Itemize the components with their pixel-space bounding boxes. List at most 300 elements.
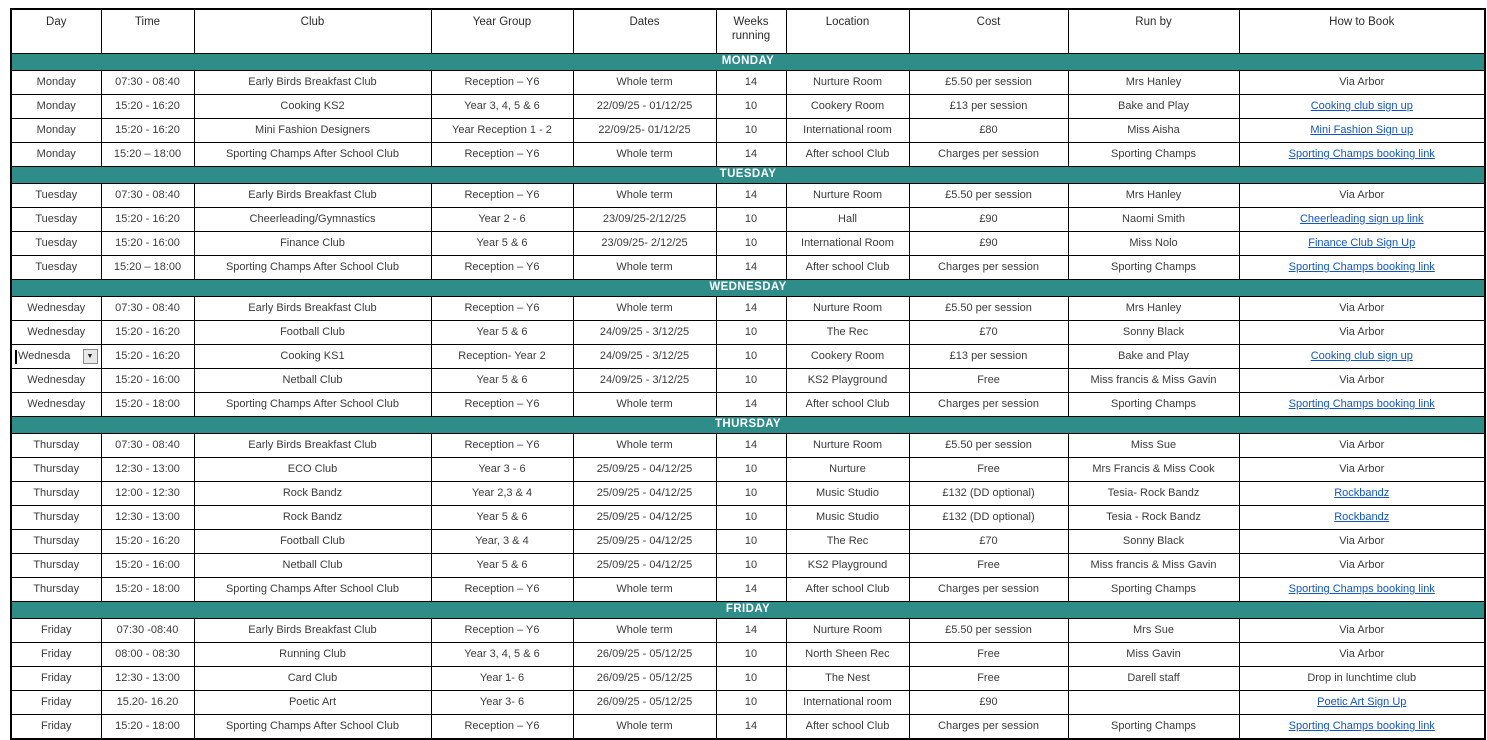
cell: 15:20 - 18:00: [101, 393, 194, 417]
column-header: Cost: [909, 9, 1068, 54]
booking-cell: [1239, 578, 1485, 602]
cell: ECO Club: [194, 458, 431, 482]
table-row: [11, 208, 1485, 232]
cell: 25/09/25 - 04/12/25: [573, 530, 716, 554]
cell: Whole term: [573, 143, 716, 167]
cell: Via Arbor: [1239, 554, 1485, 578]
booking-link[interactable]: Poetic Art Sign Up: [1317, 695, 1407, 708]
column-header: Time: [101, 9, 194, 54]
day-cell-editing[interactable]: [11, 345, 101, 369]
cell: Sporting Champs: [1068, 256, 1239, 280]
cell: Friday: [11, 643, 101, 667]
cell: Early Birds Breakfast Club: [194, 297, 431, 321]
cell: Reception – Y6: [431, 715, 573, 740]
cell: Year 3 - 6: [431, 458, 573, 482]
table-row: [11, 506, 1485, 530]
booking-cell: [1239, 715, 1485, 740]
cell: Year 5 & 6: [431, 321, 573, 345]
cell: 25/09/25 - 04/12/25: [573, 554, 716, 578]
cell: 10: [716, 482, 786, 506]
table-row: [11, 119, 1485, 143]
cell: 12:30 - 13:00: [101, 458, 194, 482]
cell: Sporting Champs: [1068, 393, 1239, 417]
cell: Reception – Y6: [431, 578, 573, 602]
cell: Charges per session: [909, 578, 1068, 602]
booking-link[interactable]: Sporting Champs booking link: [1288, 147, 1435, 160]
booking-cell: [1239, 208, 1485, 232]
spreadsheet-page: [0, 8, 1487, 732]
column-header: Run by: [1068, 9, 1239, 54]
cell: 10: [716, 321, 786, 345]
cell: Year 2,3 & 4: [431, 482, 573, 506]
cell: Mrs Hanley: [1068, 71, 1239, 95]
cell: 14: [716, 393, 786, 417]
table-row: [11, 643, 1485, 667]
booking-link[interactable]: Rockbandz: [1334, 510, 1390, 523]
cell: Sporting Champs After School Club: [194, 393, 431, 417]
cell: Tesia- Rock Bandz: [1068, 482, 1239, 506]
cell: Whole term: [573, 715, 716, 740]
cell: Year 3, 4, 5 & 6: [431, 643, 573, 667]
cell: Thursday: [11, 530, 101, 554]
cell: Sporting Champs After School Club: [194, 715, 431, 740]
cell: Darell staff: [1068, 667, 1239, 691]
cell: Tuesday: [11, 184, 101, 208]
header-row: [11, 9, 1485, 54]
cell: Netball Club: [194, 554, 431, 578]
cell: Wednesday: [11, 369, 101, 393]
cell: Miss Sue: [1068, 434, 1239, 458]
cell: Year 5 & 6: [431, 506, 573, 530]
table-row: [11, 95, 1485, 119]
cell: Whole term: [573, 256, 716, 280]
cell: Football Club: [194, 530, 431, 554]
table-header: [11, 9, 1485, 54]
table-row: [11, 667, 1485, 691]
cell: 14: [716, 434, 786, 458]
cell: Miss francis & Miss Gavin: [1068, 369, 1239, 393]
cell: Miss Gavin: [1068, 643, 1239, 667]
cell: Reception – Y6: [431, 71, 573, 95]
cell: Monday: [11, 71, 101, 95]
cell: Friday: [11, 715, 101, 740]
cell: Wednesday: [11, 393, 101, 417]
cell: 15:20 – 18:00: [101, 143, 194, 167]
cell: 07:30 - 08:40: [101, 71, 194, 95]
cell: 12:00 - 12:30: [101, 482, 194, 506]
cell: 10: [716, 208, 786, 232]
booking-cell: [1239, 691, 1485, 715]
cell: Reception – Y6: [431, 297, 573, 321]
cell: Drop in lunchtime club: [1239, 667, 1485, 691]
clubs-timetable: [10, 8, 1486, 740]
cell: Early Birds Breakfast Club: [194, 434, 431, 458]
cell: Whole term: [573, 619, 716, 643]
cell: Miss francis & Miss Gavin: [1068, 554, 1239, 578]
cell: 15:20 - 16:20: [101, 95, 194, 119]
cell: 14: [716, 143, 786, 167]
booking-link[interactable]: Sporting Champs booking link: [1288, 582, 1435, 595]
cell: £5.50 per session: [909, 619, 1068, 643]
cell: 23/09/25-2/12/25: [573, 208, 716, 232]
cell: Nurture Room: [786, 71, 909, 95]
cell: Via Arbor: [1239, 434, 1485, 458]
cell: Year 3- 6: [431, 691, 573, 715]
column-header: Location: [786, 9, 909, 54]
booking-link[interactable]: Cooking club sign up: [1310, 99, 1413, 112]
table-row: [11, 232, 1485, 256]
cell: After school Club: [786, 578, 909, 602]
cell: Thursday: [11, 458, 101, 482]
table-row: [11, 321, 1485, 345]
cell: 15:20 - 16:20: [101, 321, 194, 345]
cell: 14: [716, 256, 786, 280]
cell: 10: [716, 667, 786, 691]
cell: £90: [909, 208, 1068, 232]
in-cell-editor: [15, 346, 98, 367]
cell: £5.50 per session: [909, 297, 1068, 321]
cell: Year 5 & 6: [431, 232, 573, 256]
cell: Monday: [11, 119, 101, 143]
table-row: [11, 530, 1485, 554]
cell: [1068, 691, 1239, 715]
column-header: Weeks running: [716, 9, 786, 54]
cell: Mrs Sue: [1068, 619, 1239, 643]
cell: 10: [716, 458, 786, 482]
cell: Music Studio: [786, 506, 909, 530]
cell: £70: [909, 530, 1068, 554]
booking-cell: [1239, 95, 1485, 119]
cell: 22/09/25- 01/12/25: [573, 119, 716, 143]
cell: Whole term: [573, 297, 716, 321]
cell: Poetic Art: [194, 691, 431, 715]
cell: 26/09/25 - 05/12/25: [573, 667, 716, 691]
cell: £13 per session: [909, 345, 1068, 369]
column-header: Club: [194, 9, 431, 54]
day-section-row: [11, 54, 1485, 71]
cell: 07:30 - 08:40: [101, 297, 194, 321]
cell: 10: [716, 119, 786, 143]
cell: 15:20 - 18:00: [101, 715, 194, 740]
cell: Charges per session: [909, 256, 1068, 280]
cell: Early Birds Breakfast Club: [194, 184, 431, 208]
cell: KS2 Playground: [786, 554, 909, 578]
cell: Friday: [11, 691, 101, 715]
cell: Via Arbor: [1239, 297, 1485, 321]
booking-cell: [1239, 143, 1485, 167]
cell: Via Arbor: [1239, 458, 1485, 482]
cell: Monday: [11, 95, 101, 119]
cell: 24/09/25 - 3/12/25: [573, 321, 716, 345]
cell: £80: [909, 119, 1068, 143]
cell: 14: [716, 71, 786, 95]
booking-cell: [1239, 256, 1485, 280]
cell: Friday: [11, 667, 101, 691]
chevron-down-icon: ▼: [86, 353, 94, 360]
cell: Nurture Room: [786, 434, 909, 458]
cell: North Sheen Rec: [786, 643, 909, 667]
cell: Sonny Black: [1068, 321, 1239, 345]
column-header: Year Group: [431, 9, 573, 54]
cell: Free: [909, 369, 1068, 393]
day-section-row: [11, 167, 1485, 184]
cell: Charges per session: [909, 393, 1068, 417]
cell: Wednesday: [11, 321, 101, 345]
cell: 10: [716, 643, 786, 667]
cell: Via Arbor: [1239, 184, 1485, 208]
cell: Whole term: [573, 578, 716, 602]
cell: Nurture Room: [786, 619, 909, 643]
cell: Mrs Hanley: [1068, 297, 1239, 321]
cell: 15:20 - 18:00: [101, 578, 194, 602]
cell: Monday: [11, 143, 101, 167]
cell: Year, 3 & 4: [431, 530, 573, 554]
cell: Year 3, 4, 5 & 6: [431, 95, 573, 119]
cell: 25/09/25 - 04/12/25: [573, 458, 716, 482]
cell: Nurture Room: [786, 297, 909, 321]
table-row: [11, 393, 1485, 417]
cell: 10: [716, 691, 786, 715]
cell: 25/09/25 - 04/12/25: [573, 482, 716, 506]
cell: Thursday: [11, 506, 101, 530]
cell: Sporting Champs: [1068, 578, 1239, 602]
cell: Music Studio: [786, 482, 909, 506]
cell: Via Arbor: [1239, 619, 1485, 643]
cell: Finance Club: [194, 232, 431, 256]
cell: 10: [716, 506, 786, 530]
cell: Via Arbor: [1239, 643, 1485, 667]
booking-link[interactable]: Finance Club Sign Up: [1308, 236, 1416, 249]
cell: 10: [716, 95, 786, 119]
cell: Thursday: [11, 482, 101, 506]
cell: Reception- Year 2: [431, 345, 573, 369]
cell: Naomi Smith: [1068, 208, 1239, 232]
column-header: Day: [11, 9, 101, 54]
cell: 12:30 - 13:00: [101, 667, 194, 691]
cell: 10: [716, 369, 786, 393]
cell: 22/09/25 - 01/12/25: [573, 95, 716, 119]
day-dropdown-button[interactable]: [83, 349, 98, 364]
table-row: [11, 434, 1485, 458]
cell: Tesia - Rock Bandz: [1068, 506, 1239, 530]
cell: Sonny Black: [1068, 530, 1239, 554]
cell: Miss Aisha: [1068, 119, 1239, 143]
cell: Running Club: [194, 643, 431, 667]
cell: Year 5 & 6: [431, 554, 573, 578]
cell: 14: [716, 578, 786, 602]
cell: 07:30 - 08:40: [101, 434, 194, 458]
cell: Whole term: [573, 184, 716, 208]
cell: Whole term: [573, 393, 716, 417]
cell: After school Club: [786, 256, 909, 280]
cell: Bake and Play: [1068, 345, 1239, 369]
cell: Free: [909, 643, 1068, 667]
day-band-label: THURSDAY: [11, 417, 1485, 434]
cell: International Room: [786, 232, 909, 256]
cell: Year 5 & 6: [431, 369, 573, 393]
booking-cell: [1239, 393, 1485, 417]
cell: Charges per session: [909, 143, 1068, 167]
cell: £132 (DD optional): [909, 506, 1068, 530]
cell: 10: [716, 345, 786, 369]
column-header: How to Book: [1239, 9, 1485, 54]
cell: Cooking KS1: [194, 345, 431, 369]
cell: Via Arbor: [1239, 369, 1485, 393]
day-band-label: MONDAY: [11, 54, 1485, 71]
cell: Cheerleading/Gymnastics: [194, 208, 431, 232]
cell: Via Arbor: [1239, 321, 1485, 345]
cell: Year 1- 6: [431, 667, 573, 691]
cell: 15:20 - 16:00: [101, 554, 194, 578]
cell: Reception – Y6: [431, 143, 573, 167]
column-header: Dates: [573, 9, 716, 54]
cell: £132 (DD optional): [909, 482, 1068, 506]
cell: 15:20 - 16:20: [101, 208, 194, 232]
cell: £70: [909, 321, 1068, 345]
cell: 15:20 – 18:00: [101, 256, 194, 280]
booking-cell: [1239, 482, 1485, 506]
cell: Tuesday: [11, 208, 101, 232]
cell: 14: [716, 715, 786, 740]
day-section-row: [11, 280, 1485, 297]
table-row: [11, 691, 1485, 715]
cell: Reception – Y6: [431, 184, 573, 208]
cell: 23/09/25- 2/12/25: [573, 232, 716, 256]
table-row: [11, 482, 1485, 506]
cell: Reception – Y6: [431, 256, 573, 280]
cell: The Rec: [786, 530, 909, 554]
cell: 14: [716, 184, 786, 208]
cell: 15:20 - 16:20: [101, 530, 194, 554]
cell: Friday: [11, 619, 101, 643]
cell: 07:30 - 08:40: [101, 184, 194, 208]
booking-link[interactable]: Cheerleading sign up link: [1299, 212, 1424, 225]
cell: Charges per session: [909, 715, 1068, 740]
cell: Free: [909, 458, 1068, 482]
cell: 14: [716, 297, 786, 321]
table-row: [11, 715, 1485, 740]
cell: Reception – Y6: [431, 393, 573, 417]
day-band-label: TUESDAY: [11, 167, 1485, 184]
cell: Bake and Play: [1068, 95, 1239, 119]
cell: Cookery Room: [786, 95, 909, 119]
cell: Reception – Y6: [431, 619, 573, 643]
cell: 07:30 -08:40: [101, 619, 194, 643]
cell: Sporting Champs After School Club: [194, 143, 431, 167]
cell: 15:20 - 16:00: [101, 232, 194, 256]
booking-link[interactable]: Sporting Champs booking link: [1288, 260, 1435, 273]
table-row: [11, 578, 1485, 602]
cell: Year 2 - 6: [431, 208, 573, 232]
cell: Thursday: [11, 434, 101, 458]
cell: 15.20- 16.20: [101, 691, 194, 715]
cell: £5.50 per session: [909, 71, 1068, 95]
table-row: [11, 554, 1485, 578]
cell: Wednesday: [11, 297, 101, 321]
cell: 24/09/25 - 3/12/25: [573, 369, 716, 393]
booking-cell: [1239, 232, 1485, 256]
cell: Reception – Y6: [431, 434, 573, 458]
cell: £5.50 per session: [909, 434, 1068, 458]
day-band-label: WEDNESDAY: [11, 280, 1485, 297]
booking-link[interactable]: Sporting Champs booking link: [1288, 397, 1435, 410]
cell: Whole term: [573, 71, 716, 95]
booking-cell: [1239, 345, 1485, 369]
booking-cell: [1239, 506, 1485, 530]
cell: Whole term: [573, 434, 716, 458]
cell: 24/09/25 - 3/12/25: [573, 345, 716, 369]
cell: 26/09/25 - 05/12/25: [573, 691, 716, 715]
cell: The Rec: [786, 321, 909, 345]
cell: 10: [716, 554, 786, 578]
cell: Early Birds Breakfast Club: [194, 619, 431, 643]
cell: 10: [716, 530, 786, 554]
text-cursor: [15, 350, 17, 364]
cell: Card Club: [194, 667, 431, 691]
cell: Hall: [786, 208, 909, 232]
cell: After school Club: [786, 393, 909, 417]
clubs-table-body: [11, 54, 1485, 740]
cell: Thursday: [11, 578, 101, 602]
cell: Mini Fashion Designers: [194, 119, 431, 143]
day-section-row: [11, 417, 1485, 434]
cell: Rock Bandz: [194, 482, 431, 506]
booking-link[interactable]: Rockbandz: [1334, 486, 1390, 499]
cell: After school Club: [786, 715, 909, 740]
cell: Tuesday: [11, 256, 101, 280]
cell: Sporting Champs: [1068, 715, 1239, 740]
booking-link[interactable]: Sporting Champs booking link: [1288, 719, 1435, 732]
day-cell-text: Wednesda: [18, 349, 71, 362]
cell: 08:00 - 08:30: [101, 643, 194, 667]
cell: £90: [909, 232, 1068, 256]
booking-cell: [1239, 119, 1485, 143]
cell: Sporting Champs After School Club: [194, 256, 431, 280]
cell: Sporting Champs: [1068, 143, 1239, 167]
cell: 15:20 - 16:00: [101, 369, 194, 393]
cell: Free: [909, 667, 1068, 691]
cell: 10: [716, 232, 786, 256]
table-row: [11, 458, 1485, 482]
table-row: [11, 71, 1485, 95]
cell: Sporting Champs After School Club: [194, 578, 431, 602]
day-section-row: [11, 602, 1485, 619]
table-row: [11, 143, 1485, 167]
cell: £13 per session: [909, 95, 1068, 119]
cell: Football Club: [194, 321, 431, 345]
cell: £90: [909, 691, 1068, 715]
cell: 15:20 - 16:20: [101, 345, 194, 369]
booking-link[interactable]: Cooking club sign up: [1310, 349, 1413, 362]
cell: £5.50 per session: [909, 184, 1068, 208]
booking-link[interactable]: Mini Fashion Sign up: [1310, 123, 1414, 136]
table-row: [11, 619, 1485, 643]
cell: The Nest: [786, 667, 909, 691]
cell: Cooking KS2: [194, 95, 431, 119]
cell: 12:30 - 13:00: [101, 506, 194, 530]
cell: Via Arbor: [1239, 71, 1485, 95]
day-band-label: FRIDAY: [11, 602, 1485, 619]
cell: After school Club: [786, 143, 909, 167]
cell: International room: [786, 119, 909, 143]
cell: 25/09/25 - 04/12/25: [573, 506, 716, 530]
cell: Rock Bandz: [194, 506, 431, 530]
cell: 26/09/25 - 05/12/25: [573, 643, 716, 667]
cell: 15:20 - 16:20: [101, 119, 194, 143]
table-row: [11, 184, 1485, 208]
table-row: [11, 369, 1485, 393]
cell: Nurture: [786, 458, 909, 482]
